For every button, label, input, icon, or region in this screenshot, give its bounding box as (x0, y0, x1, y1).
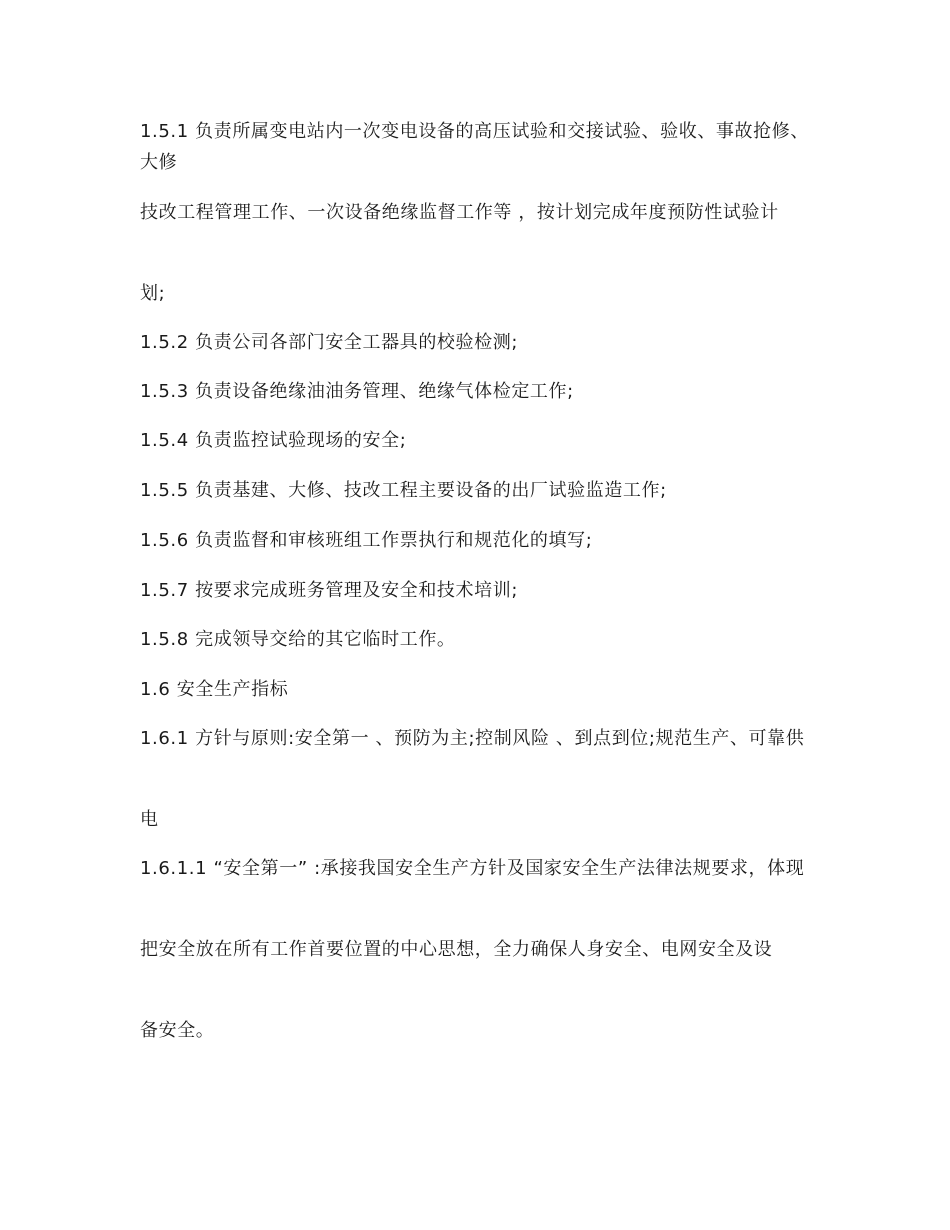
paragraph-1-5-6: 1.5.6 负责监督和审核班组工作票执行和规范化的填写; (140, 530, 593, 551)
section-heading-1-6: 1.6 安全生产指标 (140, 679, 289, 700)
paragraph-1-5-3: 1.5.3 负责设备绝缘油油务管理、绝缘气体检定工作; (140, 381, 574, 402)
paragraph-continuation: 划; (140, 283, 166, 304)
paragraph-continuation: 备安全。 (140, 1020, 215, 1041)
paragraph-continuation: 把安全放在所有工作首要位置的中心思想，全力确保人身安全、电网安全及设 (140, 939, 773, 960)
paragraph-1-5-4: 1.5.4 负责监控试验现场的安全; (140, 430, 407, 451)
paragraph-1-5-5: 1.5.5 负责基建、大修、技改工程主要设备的出厂试验监造工作; (140, 480, 667, 501)
paragraph-1-6-1: 1.6.1 方针与原则:安全第一 、预防为主;控制风险 、到点到位;规范生产、可靠供 (140, 728, 805, 749)
paragraph-continuation: 技改工程管理工作、一次设备绝缘监督工作等 ，按计划完成年度预防性试验计 (140, 202, 779, 223)
paragraph-1-5-8: 1.5.8 完成领导交给的其它临时工作。 (140, 629, 456, 650)
paragraph-1-5-2: 1.5.2 负责公司各部门安全工器具的校验检测; (140, 332, 518, 353)
paragraph-1-5-1: 1.5.1 负责所属变电站内一次变电设备的高压试验和交接试验、验收、事故抢修、大修 (140, 121, 809, 173)
paragraph-1-5-7: 1.5.7 按要求完成班务管理及安全和技术培训; (140, 580, 518, 601)
paragraph-continuation: 电 (140, 809, 159, 830)
paragraph-1-6-1-1: 1.6.1.1 “安全第一” :承接我国安全生产方针及国家安全生产法律法规要求，体现 (140, 858, 805, 879)
